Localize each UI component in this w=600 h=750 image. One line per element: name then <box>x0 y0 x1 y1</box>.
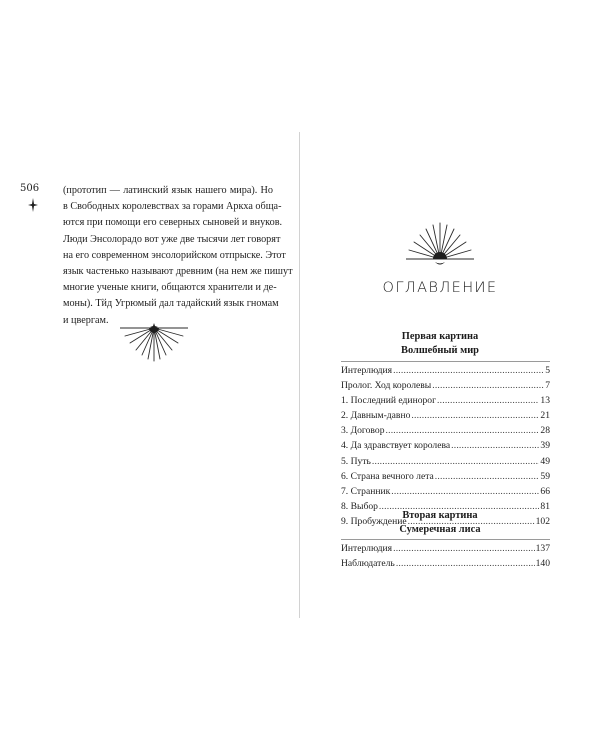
toc-entry-title: 3. Договор <box>341 425 385 437</box>
body-line: в Свободных королевствах за горами Аркха обща- <box>63 201 282 213</box>
part-one-line2: Волшебный мир <box>401 345 479 356</box>
toc-entry[interactable] <box>341 438 550 453</box>
toc-list-part-two <box>341 541 550 571</box>
body-line: ются при помощи его северных сыновей и внуков. <box>63 217 283 229</box>
part-two-line2: Сумеречная лиса <box>399 524 481 535</box>
toc-entry-page: 13 <box>540 395 550 407</box>
toc-entry-title: 9. Пробуждение <box>341 515 407 527</box>
toc-entry-page: 81 <box>540 500 550 512</box>
toc-leader-dots <box>437 393 539 408</box>
toc-entry-page: 5 <box>545 365 550 376</box>
part-one-title <box>330 330 550 358</box>
body-text <box>63 183 293 329</box>
part-two-rule <box>341 539 550 540</box>
sunrise-ornament-icon <box>406 221 474 267</box>
toc-entry[interactable] <box>341 469 550 484</box>
toc-entry[interactable] <box>341 423 550 438</box>
toc-heading: ОГЛАВЛЕНИЕ <box>382 280 498 296</box>
toc-leader-dots <box>386 423 540 438</box>
toc-entry-title: 2. Давным-давно <box>341 410 411 422</box>
toc-entry-title: Интерлюдия <box>341 365 393 376</box>
body-line: Люди Энсолорадо вот уже две тысячи лет говорят <box>63 233 281 245</box>
toc-leader-dots <box>393 541 535 556</box>
body-line: и цвергам. <box>63 314 109 326</box>
toc-entry-title: 6. Страна вечного лета <box>341 470 434 482</box>
toc-entry-page: 140 <box>535 558 550 570</box>
body-line: (прототип — латинский язык нашего мира). Но <box>63 185 273 196</box>
toc-entry-page: 7 <box>545 380 550 392</box>
toc-list-part-one <box>341 363 550 529</box>
toc-entry[interactable] <box>341 541 550 556</box>
book-spine-divider <box>299 132 300 618</box>
toc-entry-title: 4. Да здравствует королева <box>341 440 451 452</box>
toc-entry-title: Пролог. Ход королевы <box>341 380 432 392</box>
toc-entry[interactable] <box>341 454 550 469</box>
toc-leader-dots <box>451 438 539 453</box>
toc-leader-dots <box>396 556 535 571</box>
toc-entry[interactable] <box>341 378 550 393</box>
toc-entry[interactable] <box>341 556 550 571</box>
toc-entry[interactable] <box>341 408 550 423</box>
body-line: моны). Тйд Угрюмый дал тадайский язык гномам <box>63 298 279 310</box>
toc-entry[interactable] <box>341 363 550 378</box>
body-line: язык частенько называют древним (на нем же пишут <box>63 266 293 278</box>
toc-entry-page: 66 <box>540 485 550 497</box>
toc-entry[interactable] <box>341 393 550 408</box>
toc-entry-title: 8. Выбор <box>341 500 378 512</box>
toc-entry-page: 28 <box>540 425 550 437</box>
toc-entry[interactable] <box>341 484 550 499</box>
part-one-line1: Первая картина <box>401 331 479 342</box>
part-one-rule <box>341 361 550 362</box>
body-line: многие ученые книги, общаются хранители и де- <box>63 282 277 294</box>
toc-entry-page: 59 <box>540 470 550 482</box>
toc-entry-title: Наблюдатель <box>341 558 395 570</box>
toc-entry-page: 49 <box>540 455 550 467</box>
toc-leader-dots <box>372 454 540 469</box>
toc-entry-page: 102 <box>535 515 550 527</box>
toc-entry-page: 39 <box>540 440 550 452</box>
toc-leader-dots <box>391 484 539 499</box>
toc-entry-title: 1. Последний единорог <box>341 395 437 407</box>
toc-leader-dots <box>435 469 540 484</box>
toc-leader-dots <box>432 378 544 393</box>
part-two-title <box>330 509 550 537</box>
toc-leader-dots <box>393 363 544 378</box>
part-two-line1: Вторая картина <box>402 510 478 521</box>
toc-entry-title: 7. Странник <box>341 485 391 497</box>
star-ornament-icon <box>28 198 38 212</box>
toc-leader-dots <box>411 408 539 423</box>
toc-entry-page: 137 <box>535 543 550 554</box>
page-number: 506 <box>20 183 40 194</box>
sunburst-divider-icon <box>120 323 188 363</box>
body-line: на его современном энсолорийском отпрыске. Этот <box>63 249 286 261</box>
toc-entry-title: Интерлюдия <box>341 543 393 554</box>
toc-entry-page: 21 <box>540 410 550 422</box>
toc-entry-title: 5. Путь <box>341 455 371 467</box>
